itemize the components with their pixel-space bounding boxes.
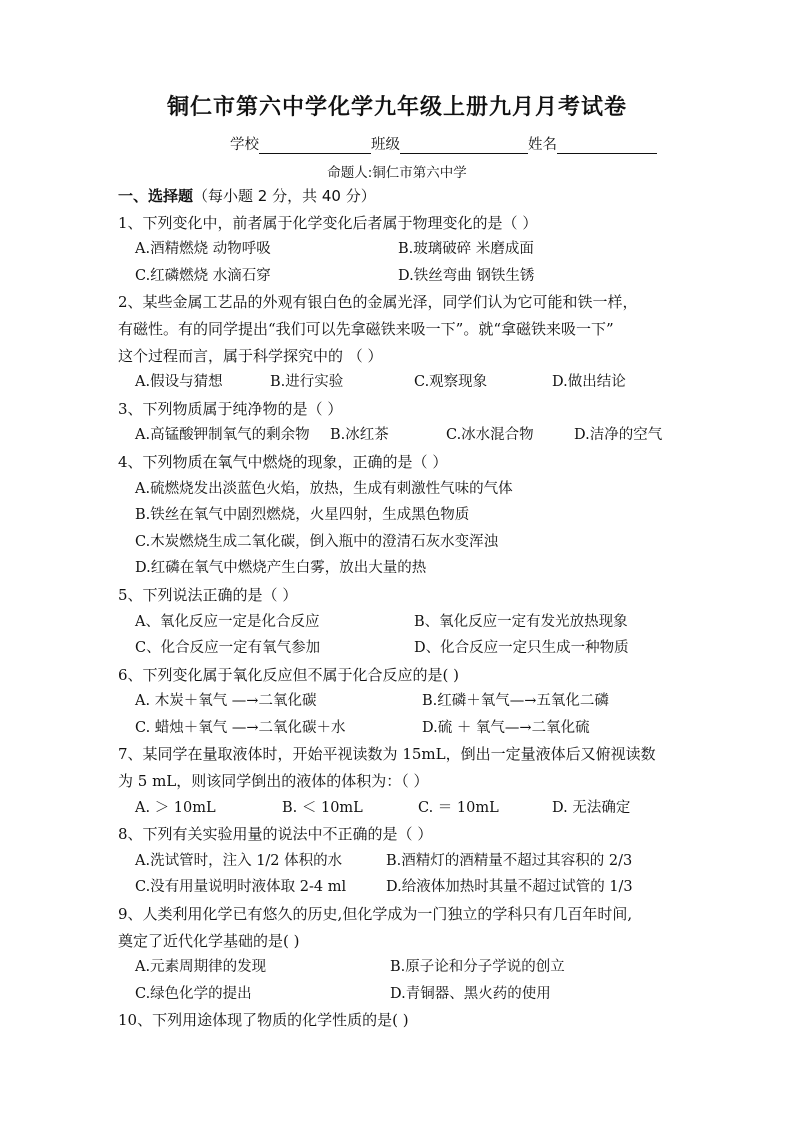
q3-option-c[interactable]: C.冰水混合物 [446, 427, 534, 444]
q6-option-c[interactable]: C. 蜡烛＋氧气 —→二氧化碳＋水 [135, 719, 346, 736]
q5-options-row1 [118, 609, 698, 636]
q8-stem: 8、下列有关实验用量的说法中不正确的是（ ） [118, 825, 433, 844]
q4-option-a[interactable]: A.硫燃烧发出淡蓝色火焰，放热，生成有刺激性气味的气体 [135, 480, 513, 497]
q9-options-row1 [118, 954, 698, 981]
section-note: （每小题 2 分，共 40 分） [193, 187, 376, 205]
section-heading [118, 183, 698, 210]
q7-option-d[interactable]: D. 无法确定 [552, 799, 631, 816]
question-list [118, 183, 698, 1034]
q4-option-c[interactable]: C.木炭燃烧生成二氧化碳，倒入瓶中的澄清石灰水变浑浊 [135, 533, 499, 550]
student-info-line [230, 133, 657, 154]
q5-option-c[interactable]: C、化合反应一定有氧气参加 [135, 640, 321, 657]
q9-option-a[interactable]: A.元素周期律的发现 [135, 959, 267, 976]
q2-options [118, 369, 698, 396]
q10-stem: 10、下列用途体现了物质的化学性质的是( ) [118, 1011, 409, 1030]
q9-option-d[interactable]: D.青铜器、黑火药的使用 [390, 985, 551, 1002]
q7-option-c[interactable]: C. ＝ 10mL [418, 799, 499, 816]
q8-option-b[interactable]: B.酒精灯的酒精量不超过其容积的 2/3 [386, 852, 633, 869]
q8-option-d[interactable]: D.给液体加热时其量不超过试管的 1/3 [386, 879, 633, 896]
q5-option-d[interactable]: D、化合反应一定只生成一种物质 [414, 640, 629, 657]
name-label: 姓名 [528, 137, 557, 153]
q9-option-b[interactable]: B.原子论和分子学说的创立 [390, 959, 565, 976]
q1-option-c[interactable]: C.红磷燃烧 水滴石穿 [135, 267, 271, 284]
q6-options-row1 [118, 688, 698, 715]
q2-option-b[interactable]: B.进行实验 [270, 374, 344, 391]
q6-option-a[interactable]: A. 木炭＋氧气 —→二氧化碳 [135, 693, 317, 710]
q7-options [118, 795, 698, 822]
q4-option-b[interactable]: B.铁丝在氧气中剧烈燃烧，火星四射，生成黑色物质 [135, 507, 470, 524]
author-line: 命题人:铜仁市第六中学 [327, 165, 467, 181]
q2-option-a[interactable]: A.假设与猜想 [135, 374, 223, 391]
q8-options-row1 [118, 848, 698, 875]
q1-options-row1 [118, 236, 698, 263]
q5-option-b[interactable]: B、氧化反应一定有发光放热现象 [414, 613, 628, 630]
class-label: 班级 [371, 137, 400, 153]
school-label: 学校 [230, 137, 259, 153]
q1-options-row2 [118, 263, 698, 290]
q1-stem: 1、下列变化中，前者属于化学变化后者属于物理变化的是（ ） [118, 213, 538, 232]
q5-options-row2 [118, 635, 698, 662]
q8-option-a[interactable]: A.洗试管时，注入 1/2 体积的水 [135, 852, 343, 869]
q1-option-b[interactable]: B.玻璃破碎 米磨成面 [398, 241, 534, 258]
q6-stem: 6、下列变化属于氧化反应但不属于化合反应的是( ) [118, 665, 460, 684]
q2-stem-line3: 这个过程而言，属于科学探究中的 （ ） [118, 346, 383, 365]
q2-stem-line1: 2、某些金属工艺品的外观有银白色的金属光泽，同学们认为它可能和铁一样， [118, 293, 638, 312]
q4-stem: 4、下列物质在氧气中燃烧的现象，正确的是（ ） [118, 452, 448, 471]
section-title: 一、选择题 [118, 187, 194, 205]
q3-option-b[interactable]: B.冰红茶 [330, 427, 389, 444]
q6-option-d[interactable]: D.硫 ＋ 氧气—→二氧化硫 [422, 719, 590, 736]
q5-option-a[interactable]: A、氧化反应一定是化合反应 [135, 613, 320, 630]
name-blank[interactable] [557, 137, 657, 154]
class-blank[interactable] [400, 137, 528, 154]
q7-stem-line1: 7、某同学在量取液体时，开始平视读数为 15mL，倒出一定量液体后又俯视读数 [118, 745, 656, 764]
q2-option-c[interactable]: C.观察现象 [414, 374, 488, 391]
q8-option-c[interactable]: C.没有用量说明时液体取 2-4 ml [135, 879, 347, 896]
q9-stem-line1: 9、人类利用化学已有悠久的历史,但化学成为一门独立的学科只有几百年时间, [118, 905, 633, 924]
page-title: 铜仁市第六中学化学九年级上册九月月考试卷 [166, 95, 627, 120]
q7-stem-line2: 为 5 mL，则该同学倒出的液体的体积为：（ ） [118, 772, 429, 791]
q9-stem-line2: 奠定了近代化学基础的是( ) [118, 931, 300, 950]
q9-option-c[interactable]: C.绿色化学的提出 [135, 985, 252, 1002]
q3-stem: 3、下列物质属于纯净物的是（ ） [118, 399, 343, 418]
q6-options-row2 [118, 715, 698, 742]
q5-stem: 5、下列说法正确的是（ ） [118, 585, 298, 604]
q2-stem-line2: 有磁性。有的同学提出“我们可以先拿磁铁来吸一下”。就“拿磁铁来吸一下” [118, 319, 614, 338]
q6-option-b[interactable]: B.红磷＋氧气—→五氧化二磷 [422, 693, 609, 710]
q1-option-a[interactable]: A.酒精燃烧 动物呼吸 [135, 241, 271, 258]
q7-option-a[interactable]: A. ＞ 10mL [135, 799, 216, 816]
q2-option-d[interactable]: D.做出结论 [552, 374, 626, 391]
q9-options-row2 [118, 981, 698, 1008]
q3-option-a[interactable]: A.高锰酸钾制氧气的剩余物 [135, 427, 310, 444]
q3-options [118, 422, 698, 449]
q3-option-d[interactable]: D.洁净的空气 [574, 427, 663, 444]
school-blank[interactable] [259, 137, 371, 154]
q7-option-b[interactable]: B. ＜ 10mL [282, 799, 363, 816]
q1-option-d[interactable]: D.铁丝弯曲 钢铁生锈 [398, 267, 535, 284]
q4-option-d[interactable]: D.红磷在氧气中燃烧产生白雾，放出大量的热 [135, 560, 427, 577]
q8-options-row2 [118, 874, 698, 901]
